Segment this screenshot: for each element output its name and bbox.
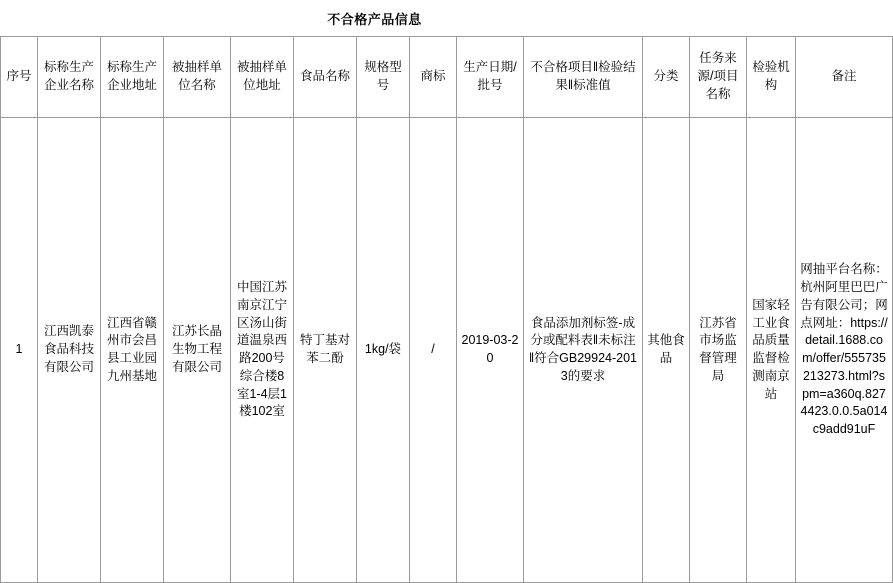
column-header-producer-name: 标称生产企业名称 <box>38 37 101 118</box>
column-header-remark: 备注 <box>796 37 893 118</box>
column-header-inspection-org: 检验机构 <box>747 37 796 118</box>
table-body <box>1 118 893 583</box>
column-header-task-source: 任务来源/项目名称 <box>690 37 747 118</box>
table-header <box>1 37 893 118</box>
table-row <box>1 118 893 583</box>
column-header-category: 分类 <box>643 37 690 118</box>
cell-task-source: 江苏省市场监督管理局 <box>690 118 747 583</box>
column-header-sampled-unit-name: 被抽样单位名称 <box>164 37 231 118</box>
cell-remark: 网抽平台名称：杭州阿里巴巴广告有限公司；网点网址：https://detail.1688.com/offer/555735213273.html?spm=a360q.8274423.0.0.5a014c9add91uF <box>796 118 893 583</box>
cell-inspection-org: 国家轻工业食品质量监督检测南京站 <box>747 118 796 583</box>
column-header-failed-item: 不合格项目‖检验结果‖标准值 <box>524 37 643 118</box>
cell-spec: 1kg/袋 <box>357 118 410 583</box>
cell-food-name: 特丁基对苯二酚 <box>294 118 357 583</box>
column-header-brand: 商标 <box>410 37 457 118</box>
cell-sampled-unit-address: 中国江苏南京江宁区汤山街道温泉西路200号综合楼8室1-4层1楼102室 <box>231 118 294 583</box>
column-header-seq: 序号 <box>1 37 38 118</box>
column-header-sampled-unit-address: 被抽样单位地址 <box>231 37 294 118</box>
cell-failed-item: 食品添加剂标签-成分或配料表‖未标注‖符合GB29924-2013的要求 <box>524 118 643 583</box>
cell-brand: / <box>410 118 457 583</box>
cell-sampled-unit-name: 江苏长晶生物工程有限公司 <box>164 118 231 583</box>
cell-producer-name: 江西凯泰食品科技有限公司 <box>38 118 101 583</box>
cell-production-date: 2019-03-20 <box>457 118 524 583</box>
column-header-food-name: 食品名称 <box>294 37 357 118</box>
column-header-producer-address: 标称生产企业地址 <box>101 37 164 118</box>
cell-category: 其他食品 <box>643 118 690 583</box>
page-title: 不合格产品信息 <box>327 12 422 27</box>
column-header-production-date: 生产日期/批号 <box>457 37 524 118</box>
cell-producer-address: 江西省赣州市会昌县工业园九州基地 <box>101 118 164 583</box>
column-header-spec: 规格型号 <box>357 37 410 118</box>
table-header-row <box>1 37 893 118</box>
cell-seq: 1 <box>1 118 38 583</box>
nonconforming-products-table <box>0 36 893 583</box>
